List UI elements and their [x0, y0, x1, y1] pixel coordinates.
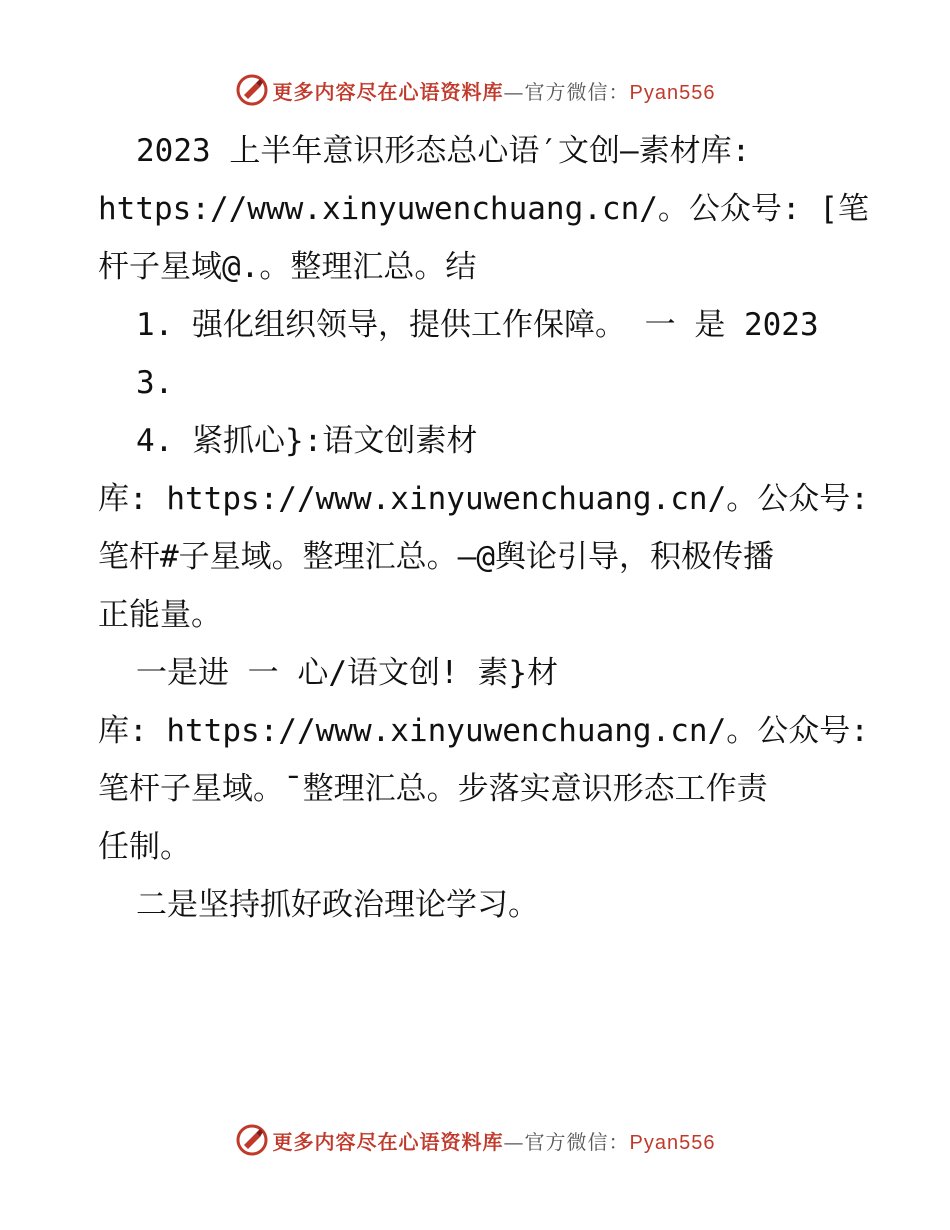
- banner-separator: —: [503, 1129, 525, 1154]
- banner-brand: 更多内容尽在心语资料库: [272, 79, 504, 104]
- body-line: 4. 紧抓心}:语文创素材: [136, 423, 478, 459]
- body-line: https://www.xinyuwenchuang.cn/。公众号: [笔: [98, 191, 869, 227]
- body-line: 二是坚持抓好政治理论学习。: [136, 887, 539, 923]
- body-line: 1. 强化组织领导，提供工作保障。 一 是 2023: [136, 307, 819, 343]
- body-line: 一是进 一 心/语文创! 素}材: [136, 655, 558, 691]
- header-banner: [0, 70, 950, 110]
- body-line: 笔杆子星域。¯整理汇总。步落实意识形态工作责: [98, 771, 768, 807]
- banner-account-label: 官方微信：: [524, 1129, 630, 1154]
- brand-logo-icon: [235, 73, 269, 107]
- header-banner-text: [273, 76, 716, 105]
- footer-banner: [0, 1120, 950, 1160]
- body-line: 任制。: [98, 829, 191, 865]
- footer-banner-text: [273, 1126, 716, 1155]
- body-line: 杆子星域@.。整理汇总。结: [98, 249, 477, 285]
- banner-account-id: Pyan556: [629, 81, 716, 104]
- body-line: 库: https://www.xinyuwenchuang.cn/。公众号:: [98, 713, 869, 749]
- body-line: 笔杆#子星域。整理汇总。—@舆论引导，积极传播: [98, 539, 774, 575]
- banner-account-id: Pyan556: [629, 1131, 716, 1154]
- body-line: 正能量。: [98, 597, 222, 633]
- banner-account-label: 官方微信：: [524, 79, 630, 104]
- body-line: 3.: [136, 365, 174, 401]
- banner-brand: 更多内容尽在心语资料库: [272, 1129, 504, 1154]
- body-line: 2023 上半年意识形态总心语′文创—素材库:: [136, 133, 751, 169]
- body-line: 库: https://www.xinyuwenchuang.cn/。公众号:: [98, 481, 869, 517]
- brand-logo-icon: [235, 1123, 269, 1157]
- document-body: [98, 122, 869, 934]
- banner-separator: —: [503, 79, 525, 104]
